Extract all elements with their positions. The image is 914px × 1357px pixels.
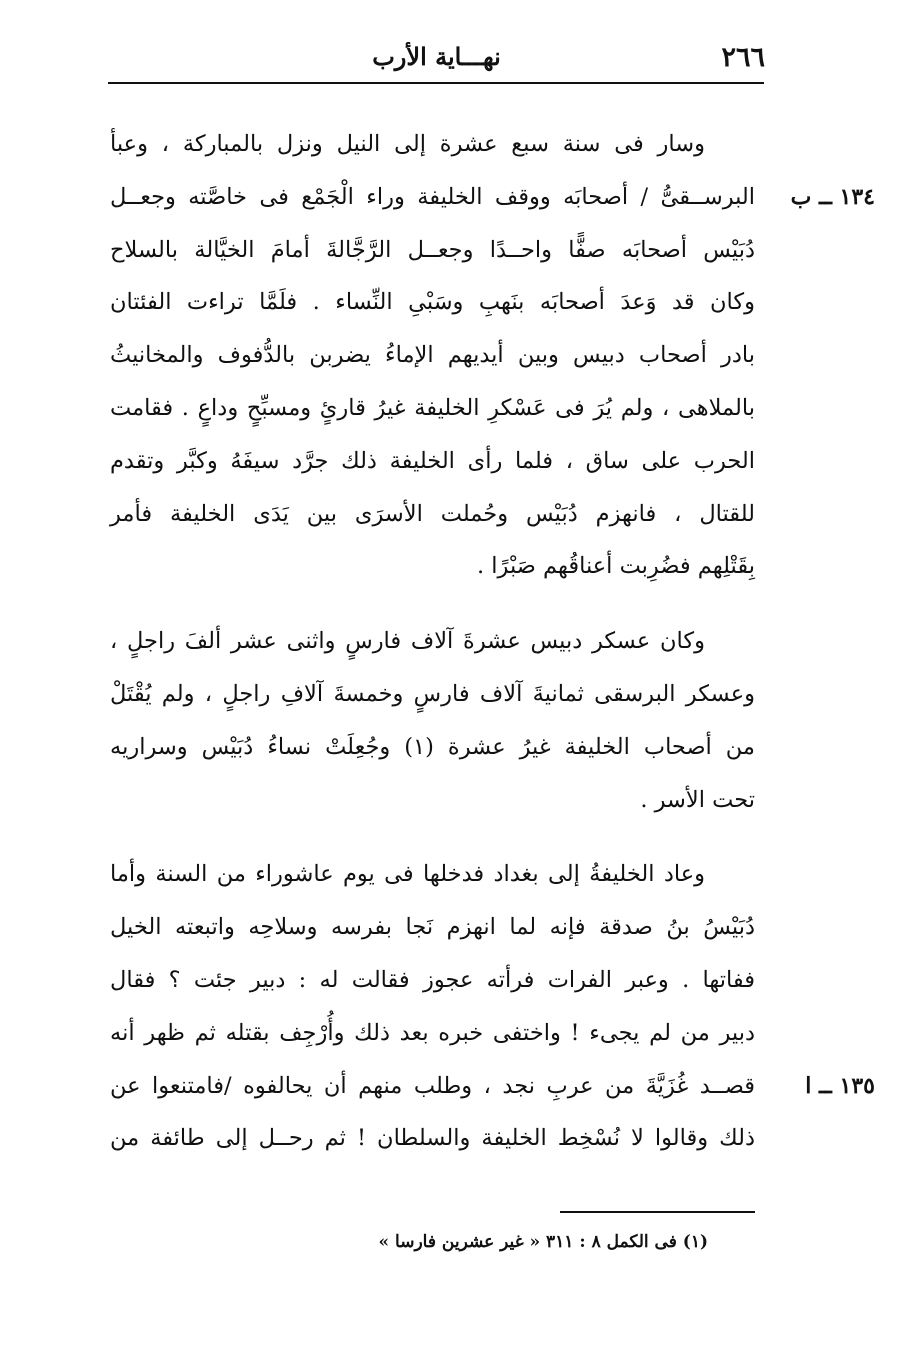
text-line: وسار فى سنة سبع عشرة إلى النيل ونزل بالمباركة ، وعبأ: [110, 131, 705, 157]
text-line-content: البرســقىُّ / أصحابَه ووقف الخليفة وراء الْجَمْع فى خاصَّته وجعــل: [110, 183, 755, 210]
text-line-content: قصــد غُزَيَّةَ من عربِ نجد ، وطلب منهم أن يحالفوه /فامتنعوا عن: [110, 1072, 755, 1099]
text-line: دُبَيْسُ بنُ صدقة فإنه لما انهزم نَجا بفرسه وسلاحِه واتبعته الخيل: [110, 914, 755, 941]
text-line: تحت الأسر .: [640, 786, 755, 813]
text-line: الحرب على ساق ، فلما رأى الخليفة ذلك جرَّد سيفَهُ وكبَّر وتقدم: [110, 447, 755, 474]
text-line: وعاد الخليفةُ إلى بغداد فدخلها فى يوم عاشوراء من السنة وأما: [110, 861, 705, 888]
text-line: للقتال ، فانهزم دُبَيْس وحُملت الأسرَى بين يَدَى الخليفة فأمر: [110, 500, 755, 527]
footnote: (١) فى الكمل ٨ : ٣١١ « غير عشرين فارسا »: [378, 1232, 708, 1252]
text-line: دُبَيْس أصحابَه صفًّا واحــدًا وجعــل الرَّجَّالةَ أمامَ الخيَّالة بالسلاح: [110, 236, 755, 263]
text-line: وعسكر البرسقى ثمانيةَ آلاف فارسٍ وخمسةَ آلافِ راجلٍ ، ولم يُقْتَلْ: [110, 680, 755, 707]
header-rule: [108, 82, 764, 84]
text-line: بِقَتْلِهم فضُرِبت أعناقُهم صَبْرًا .: [476, 553, 755, 580]
text-line: [110, 1060, 875, 1113]
margin-note-134b: ١٣٤ ــ ب: [790, 183, 875, 210]
paragraph-3: [110, 848, 875, 1165]
text-line: وكان قد وَعدَ أصحابَه بنَهبِ وسَبْىِ النِّساء . فلَمَّا تراءت الفئتان: [110, 289, 755, 316]
text-line: [110, 171, 875, 224]
footnote-rule: [560, 1211, 755, 1213]
body-text: [110, 118, 875, 1189]
paragraph-1: [110, 118, 875, 593]
page-header: [108, 38, 765, 84]
margin-note-135a: ١٣٥ ــ ا: [805, 1072, 875, 1099]
text-line: ففاتها . وعبر الفرات فرأته عجوز فقالت له : دبير جئت ؟ فقال: [110, 966, 755, 993]
paragraph-2: [110, 615, 755, 826]
running-title: نهـــاية الأرب: [372, 42, 501, 71]
text-line: دبير من لم يجىء ! واختفى خبره بعد ذلك وأُرْجِف بقتله ثم ظهر أنه: [110, 1019, 755, 1046]
page-number: ٢٦٦: [721, 42, 765, 73]
text-line: بادر أصحاب دبيس وبين أيديهم الإماءُ يضربن بالدُّفوف والمخانيثُ: [110, 342, 755, 369]
text-line: وكان عسكر دبيس عشرةَ آلاف فارسٍ واثنى عشر ألفَ راجلٍ ،: [110, 628, 705, 655]
text-line: ذلك وقالوا لا نُسْخِط الخليفة والسلطان ! ثم رحــل إلى طائفة من: [110, 1125, 755, 1152]
text-line: من أصحاب الخليفة غيرُ عشرة (١) وجُعِلَتْ نساءُ دُبَيْس وسراريه: [110, 733, 755, 760]
text-line: بالملاهى ، ولم يُرَ فى عَسْكرِ الخليفة غيرُ قارئٍ ومسبِّحٍ وداعٍ . فقامت: [110, 394, 755, 421]
